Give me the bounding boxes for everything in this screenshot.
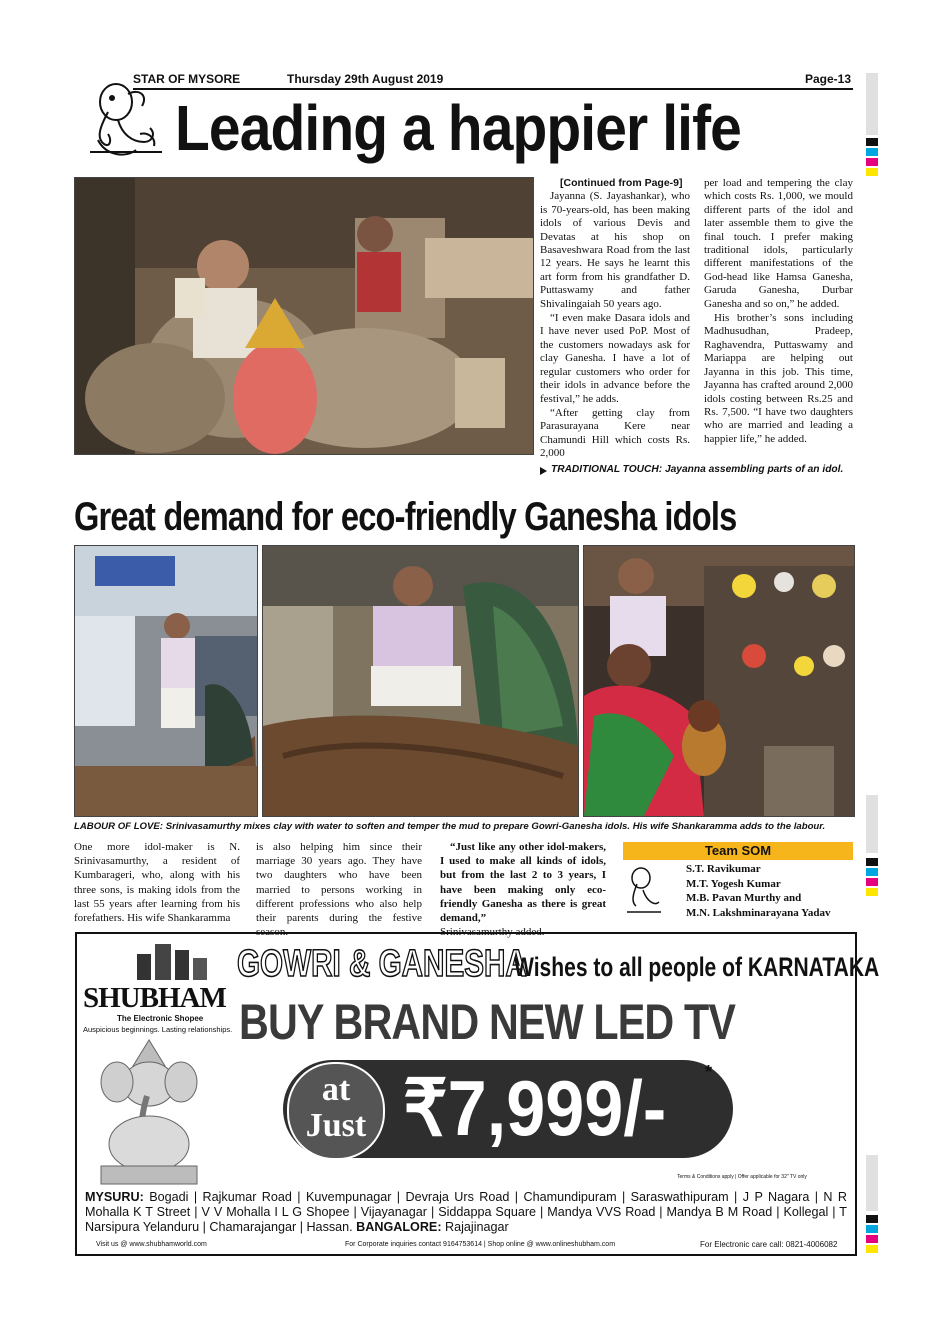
photo-shankaramma	[583, 545, 855, 817]
caption-text: Srinivasamurthy mixes clay with water to soften and temper the mud to prepare Gowri-Ganesha idols. His wife Shankaramma adds to the labour.	[165, 821, 826, 832]
cmyk-mark	[866, 878, 878, 886]
story1-caption	[551, 464, 856, 475]
cmyk-mark	[866, 148, 878, 156]
registration-strip-top	[866, 73, 878, 135]
terms-note: Terms & Conditions apply | Offer applicable for 32" TV only	[677, 1174, 807, 1180]
brand-name: SHUBHAM	[83, 982, 226, 1014]
ganesha-logo	[78, 72, 170, 164]
story2-column-2	[256, 840, 422, 939]
photo-clay-mixing-street	[74, 545, 258, 817]
team-member: M.N. Lakshminarayana Yadav	[686, 906, 831, 919]
cmyk-mark	[866, 138, 878, 146]
price-value: ₹7,999/-	[403, 1064, 667, 1152]
team-som-box	[623, 842, 853, 920]
team-member: M.B. Pavan Murthy and	[686, 892, 802, 904]
cmyk-mark	[866, 158, 878, 166]
jayanna-photo	[74, 177, 534, 455]
story1-column-2	[704, 177, 853, 447]
continued-note: [Continued from Page-9]	[560, 177, 683, 189]
story1-paragraph: per load and tempering the clay which costs Rs. 1,000, we mould different parts of the idol and later assemble them to give the final touch. I prefer making traditional idols, particularly different manifestations of the God-head like Hamsa Ganesha, Garuda Ganesha, Durbar Ganesha and so on,” he added.	[704, 177, 853, 310]
ad-footer-visit: Visit us @ www.shubhamworld.com	[96, 1241, 207, 1248]
brand-subtitle: The Electronic Shopee	[117, 1014, 204, 1023]
story2-paragraph: One more idol-maker is N. Srinivasamurthy, a resident of Kumbarageri, who, along with his three sons, is making idols from the last 55 years after learning from his forefathers. His wife Shankaramma	[74, 841, 240, 925]
issue-date: Thursday 29th August 2019	[287, 72, 444, 86]
branches-city-mysuru: MYSURU:	[85, 1190, 144, 1204]
photo-clay-kneading	[262, 545, 579, 817]
price-asterisk: *	[705, 1062, 713, 1082]
team-title: Team SOM	[623, 842, 853, 860]
caption-lead: TRADITIONAL TOUCH:	[551, 464, 663, 475]
story2-caption	[74, 821, 864, 832]
ganesha-logo-small	[623, 862, 663, 918]
festival-title: GOWRI & GANESHA	[237, 943, 527, 985]
header-rule	[133, 88, 853, 90]
cmyk-mark	[866, 1215, 878, 1223]
branch-list	[85, 1190, 847, 1235]
caption-lead: LABOUR OF LOVE:	[74, 821, 164, 832]
team-members	[686, 862, 830, 920]
ad-footer-care: For Electronic care call: 0821-4006082	[700, 1240, 838, 1249]
story1-paragraph: “After getting clay from Parasurayana Kere near Chamundi Hill which costs Rs. 2,000	[540, 406, 690, 460]
cmyk-mark	[866, 1225, 878, 1233]
branches-mysuru: Bogadi | Rajkumar Road | Kuvempunagar | Devraja Urs Road | Chamundipuram | Saraswathipuram | J P Nagara | N R Mohalla K T Street | V V Mohalla I L G Shopee | Vijayanagar | Siddappa Square | Mandya VVS Road | Mandya B M Road | Kollegal | T Narsipura Yelanduru | Chamarajangar | Hassan.	[85, 1190, 848, 1234]
brand-tagline: Auspicious beginnings. Lasting relationships.	[83, 1025, 233, 1034]
offer-line: BUY BRAND NEW LED TV	[239, 994, 736, 1050]
ganesha-idol-image	[89, 1036, 209, 1186]
cmyk-mark	[866, 858, 878, 866]
story1-paragraph: “I even make Dasara idols and I have never used PoP. Most of the customers nowadays ask for clay Ganesha. I have a lot of regular customers who order for their idols in advance before the festival,” he adds.	[540, 312, 690, 405]
story2-quote: “Just like any other idol-makers, I used to make all kinds of idols, but from the last 2 to 3 years, I have been making only eco-friendly Ganesha as there is great demand,”	[440, 841, 606, 925]
story2-paragraph: is also helping him since their marriage 30 years ago. They have two daughters who have been married to persons working in different professions who also help their parents during the festive season.	[256, 841, 422, 939]
caption-bullet	[540, 467, 547, 475]
story1-column-1	[540, 177, 690, 462]
story2-paragraph: Srinivasamurthy added.	[440, 926, 545, 939]
ad-footer-corporate: For Corporate inquiries contact 9164753614 | Shop online @ www.onlineshubham.com	[345, 1241, 616, 1248]
story2-column-1	[74, 840, 240, 925]
team-member: M.T. Yogesh Kumar	[686, 877, 781, 890]
page-number: Page-13	[805, 72, 852, 86]
wishes-line: Wishes to all people of KARNATAKA	[514, 952, 880, 982]
registration-strip-mid	[866, 795, 878, 853]
cmyk-mark	[866, 888, 878, 896]
paper-name: STAR OF MYSORE	[133, 72, 241, 86]
price-at: at	[321, 1071, 351, 1108]
story1-headline: Leading a happier life	[175, 92, 741, 164]
story2-headline: Great demand for eco-friendly Ganesha idols	[74, 495, 737, 539]
cmyk-mark	[866, 1235, 878, 1243]
registration-strip-bottom	[866, 1155, 878, 1211]
branches-city-bangalore: BANGALORE:	[356, 1220, 442, 1234]
cmyk-mark	[866, 1245, 878, 1253]
cmyk-mark	[866, 868, 878, 876]
branches-bangalore: Rajajinagar	[445, 1220, 509, 1234]
story1-paragraph: Jayanna (S. Jayashankar), who is 70-years-old, has been making idols of various Devis and Devatas at his shop on Basaveshwara Road from the last 12 years. He says he learnt this art form from his grandfather D. Puttaswamy and father Shivalingaiah 50 years ago.	[540, 190, 690, 310]
building-icon	[127, 940, 217, 980]
price-just: Just	[305, 1107, 367, 1144]
cmyk-mark	[866, 168, 878, 176]
story1-paragraph: His brother’s sons including Madhusudhan, Pradeep, Raghavendra, Puttaswamy and Mariappa are helping out Jayanna in this job. This time, Jayanna has crafted around 2,000 idols costing between Rs.25 and Rs. 7,500. “I have two daughters who are married and leading a happier life,” he added.	[704, 312, 853, 445]
shubham-advertisement	[75, 932, 880, 1256]
caption-text: Jayanna assembling parts of an idol.	[664, 464, 844, 475]
story2-column-3	[440, 840, 606, 939]
team-member: S.T. Ravikumar	[686, 863, 761, 875]
